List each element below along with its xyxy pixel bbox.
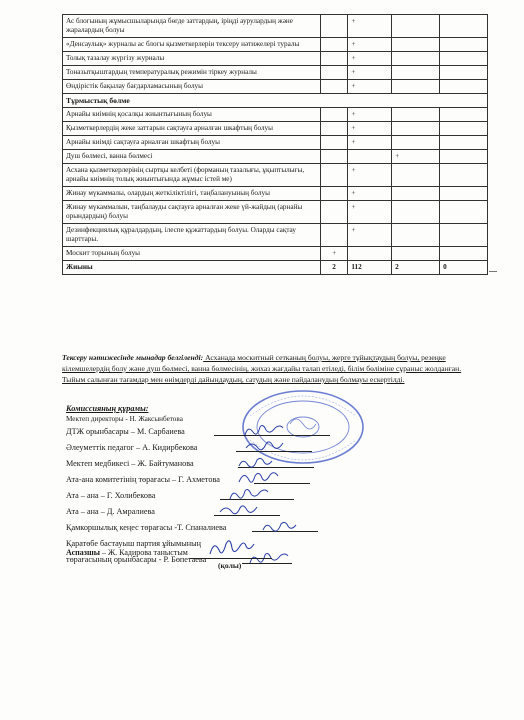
checklist-cell-a: [320, 187, 348, 201]
commission-member: [66, 414, 366, 424]
signature-icon: [241, 422, 289, 438]
checklist-row: [63, 224, 488, 247]
checklist-row: [63, 52, 488, 66]
checklist-cell-b: +: [348, 187, 392, 201]
checklist-cell-d: [440, 108, 488, 122]
cook-text: – Ж. Кадирова таныстым: [99, 548, 188, 557]
checklist-cell-d: [440, 38, 488, 52]
checklist-item-name: Ас блогының жұмысшыларында бөгде заттардың, іріңді аурулардың және жаралардың болуы: [63, 15, 321, 38]
checklist-item-name: Тоназытқыштардың температуралық режимін тіркеу журналы: [63, 66, 321, 80]
total-label: Жиыны: [63, 261, 321, 275]
checklist-row: [63, 15, 488, 38]
signature-icon: [218, 502, 266, 518]
signature-icon: [226, 486, 274, 502]
total-cell-d: 0: [440, 261, 488, 275]
signature-icon: [236, 470, 284, 486]
member-name: Ата – ана – Д. Амралиева: [66, 507, 155, 516]
checklist-item-name: Толық тазалау жүргізу журналы: [63, 52, 321, 66]
checklist-cell-c: [392, 164, 440, 187]
checklist-cell-b: +: [348, 52, 392, 66]
checklist-cell-d: [440, 187, 488, 201]
signature-icon: [244, 438, 292, 454]
cook-signature-icon: [206, 538, 256, 560]
checklist-cell-c: [392, 80, 440, 94]
inspection-checklist-table: [62, 14, 488, 275]
commission-member: [66, 504, 366, 520]
checklist-cell-a: [320, 150, 348, 164]
checklist-row: [63, 38, 488, 52]
checklist-cell-b: [348, 247, 392, 261]
checklist-cell-d: [440, 15, 488, 38]
checklist-row: [63, 247, 488, 261]
checklist-cell-a: [320, 52, 348, 66]
checklist-item-name: «Денсаулық» журналы ас блогы қызметкерлерін тексеру нәтижелері туралы: [63, 38, 321, 52]
checklist-cell-d: [440, 150, 488, 164]
checklist-row: [63, 150, 488, 164]
checklist-cell-b: +: [348, 66, 392, 80]
total-cell-b: 112: [348, 261, 392, 275]
checklist-cell-b: +: [348, 136, 392, 150]
checklist-item-name: Жинау мүкаммалы, олардың жеткіліктілігі, таңбалануының болуы: [63, 187, 321, 201]
commission-member: [66, 472, 366, 488]
checklist-cell-b: +: [348, 164, 392, 187]
member-name: ДТЖ орынбасары – М. Сарбаиева: [66, 427, 185, 436]
commission-member: [66, 424, 366, 440]
checklist-cell-b: +: [348, 38, 392, 52]
checklist-item-name: Москит торының болуы: [63, 247, 321, 261]
member-name: төрағасының орынбасары - Р. Бөпетаева: [66, 555, 207, 564]
results-body: Асханада москитный сетканың болуы, жерге тұйықтаудың болуы, резеңке кілемшелердің болу және душ бөлмесі, ванна бөлмесінің, жихаз жағдайы талап етіледі, білім бөліміне сұраныс жолданған.: [62, 353, 462, 373]
checklist-cell-c: [392, 108, 440, 122]
section-header-row: [63, 94, 488, 108]
commission-member: [66, 456, 366, 472]
checklist-cell-d: [440, 122, 488, 136]
section-title: Тұрмыстық бөлме: [63, 94, 488, 108]
total-row: [63, 261, 488, 275]
cook-signature-caption: (қолы): [218, 561, 242, 570]
checklist-cell-c: [392, 122, 440, 136]
commission-member: [66, 440, 366, 456]
checklist-cell-c: [392, 38, 440, 52]
checklist-row: [63, 136, 488, 150]
member-name: Қамкоршылық кеңес төрағасы -Т. Спаналиева: [66, 523, 227, 532]
checklist-cell-d: [440, 66, 488, 80]
checklist-cell-c: [392, 201, 440, 224]
checklist-item-name: Қызметкерлердің жеке заттарын сақтауға арналған шкафтың болуы: [63, 122, 321, 136]
checklist-row: [63, 66, 488, 80]
checklist-cell-b: +: [348, 201, 392, 224]
checklist-cell-a: +: [320, 247, 348, 261]
checklist-cell-a: [320, 80, 348, 94]
member-name: Мектеп медбикесі – Ж. Байтуманова: [66, 459, 194, 468]
checklist-cell-a: [320, 164, 348, 187]
checklist-cell-a: [320, 15, 348, 38]
checklist-cell-a: [320, 122, 348, 136]
checklist-item-name: Арнайы киімді сақтауға арналған шкафтың болуы: [63, 136, 321, 150]
checklist-row: [63, 201, 488, 224]
checklist-row: [63, 164, 488, 187]
checklist-cell-d: [440, 164, 488, 187]
results-note: Тыйым салынған тағамдар мен өнімдерді дайындаудың, сатудың және пайдаланудың болмауы ескертілді.: [62, 375, 405, 384]
checklist-item-name: Душ бөлмесі, ванна бөлмесі: [63, 150, 321, 164]
signature-icon: [234, 454, 282, 470]
total-cell-a: 2: [320, 261, 348, 275]
checklist-row: [63, 108, 488, 122]
checklist-item-name: Асхана қызметкерлерінің сыртқы келбеті (форманың тазалығы, ұқыптылығы, арнайы киімнің толық жиынтығында жұмыс істей ме): [63, 164, 321, 187]
inspection-results: [62, 352, 488, 385]
cook-label: Аспазшы: [66, 548, 100, 557]
results-lead: Тексеру нәтижесінде мынадар белгіленді:: [62, 353, 204, 362]
checklist-cell-c: [392, 224, 440, 247]
checklist-cell-d: [440, 201, 488, 224]
checklist-cell-d: [440, 224, 488, 247]
checklist-cell-b: +: [348, 108, 392, 122]
checklist-cell-d: [440, 136, 488, 150]
checklist-cell-c: +: [392, 150, 440, 164]
checklist-cell-a: [320, 136, 348, 150]
checklist-cell-a: [320, 224, 348, 247]
commission-member: [66, 488, 366, 504]
checklist-body: [63, 15, 488, 275]
checklist-cell-c: [392, 136, 440, 150]
checklist-item-name: Жинау мүкаммалын, таңбалауды сақтауға арналған жеке үй-жайдың (арнайы орындардың) болуы: [63, 201, 321, 224]
checklist-cell-d: [440, 80, 488, 94]
checklist-item-name: Дезинфекциялық құралдардың, ілеспе құжаттардың болуы. Оларды сақтау шарттары.: [63, 224, 321, 247]
checklist-cell-d: [440, 247, 488, 261]
checklist-cell-c: [392, 187, 440, 201]
cook-signature-line: [190, 558, 272, 559]
checklist-row: [63, 122, 488, 136]
checklist-row: [63, 80, 488, 94]
checklist-cell-b: +: [348, 80, 392, 94]
checklist-row: [63, 187, 488, 201]
commission-member: [66, 520, 366, 536]
checklist-cell-a: [320, 66, 348, 80]
member-name: Ата – ана – Г. Холибекова: [66, 491, 156, 500]
checklist-item-name: Арнайы киімнің қосалқы жиынтығының болуы: [63, 108, 321, 122]
checklist-cell-b: +: [348, 15, 392, 38]
checklist-cell-b: [348, 150, 392, 164]
margin-mark: [489, 271, 497, 272]
checklist-cell-b: +: [348, 122, 392, 136]
checklist-item-name: Өндірістік бақылау бағдарламасының болуы: [63, 80, 321, 94]
commission-title: Комиссияның құрамы:: [66, 404, 149, 413]
cook-acknowledgement: [66, 548, 188, 557]
checklist-cell-c: [392, 15, 440, 38]
member-name: Қаратөбе бастауыш партия ұйымының: [66, 539, 201, 548]
signature-icon: [258, 518, 306, 534]
member-name: Ата-ана комитетінің төрағасы – Г. Ахметова: [66, 475, 220, 484]
checklist-cell-b: +: [348, 224, 392, 247]
checklist-cell-c: [392, 66, 440, 80]
total-cell-c: 2: [392, 261, 440, 275]
checklist-cell-c: [392, 247, 440, 261]
member-name: Әлеуметтік педагог – А. Кидирбекова: [66, 443, 198, 452]
checklist-cell-a: [320, 38, 348, 52]
checklist-cell-d: [440, 52, 488, 66]
checklist-cell-a: [320, 108, 348, 122]
member-name: Мектеп директоры - Н. Жаксынбетова: [66, 415, 183, 423]
checklist-cell-a: [320, 201, 348, 224]
checklist-cell-c: [392, 52, 440, 66]
